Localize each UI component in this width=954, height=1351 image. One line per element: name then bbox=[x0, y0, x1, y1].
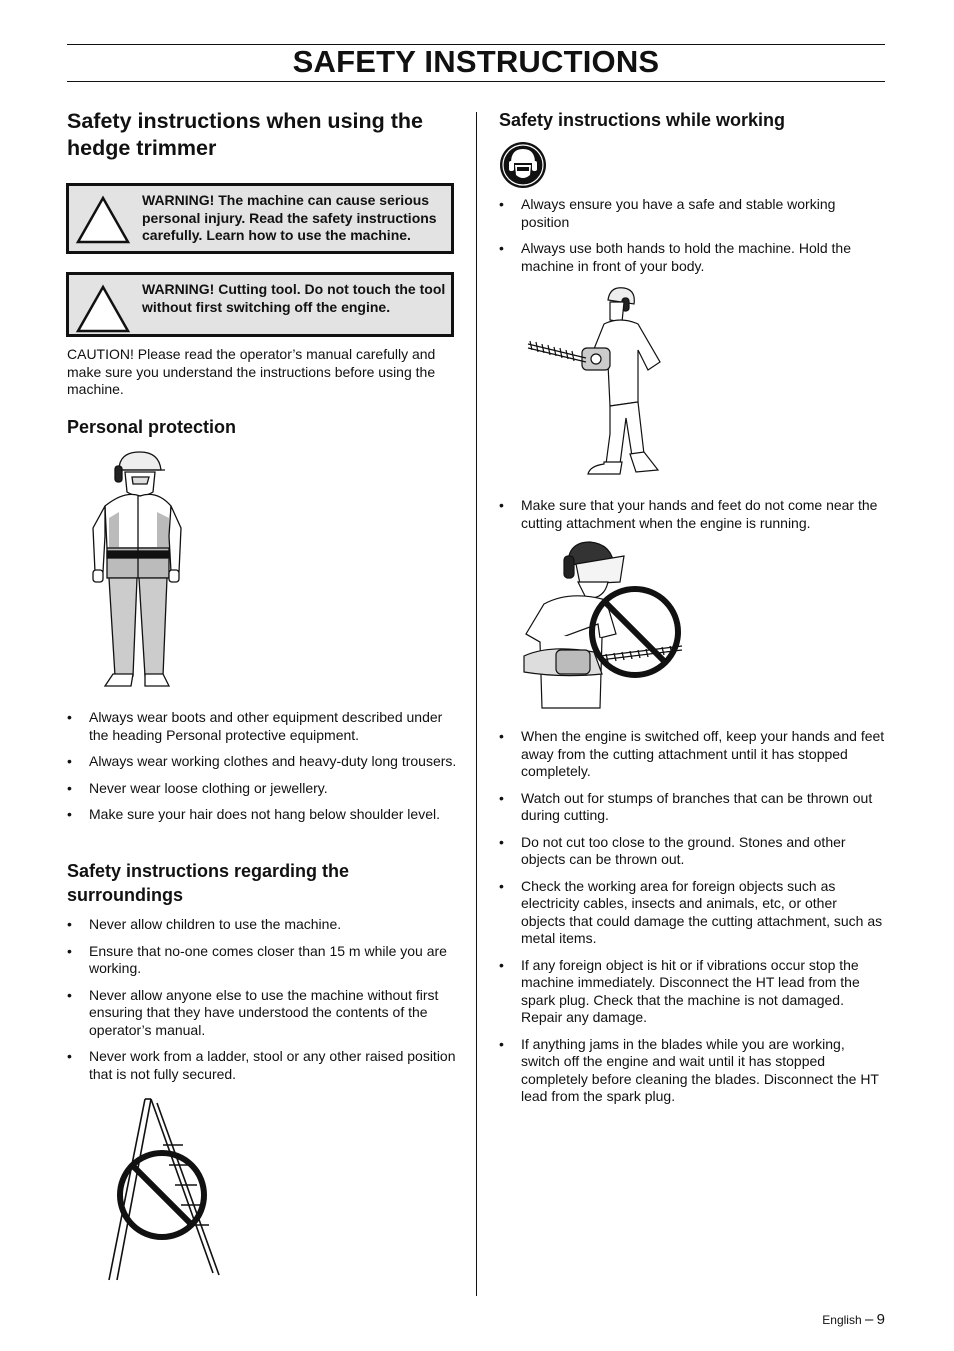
list-item: • Always use both hands to hold the machine. Hold the machine in front of your body. bbox=[499, 240, 885, 275]
list-item: • Watch out for stumps of branches that can be thrown out during cutting. bbox=[499, 790, 885, 825]
list-item: • If anything jams in the blades while you are working, switch off the engine and wait until it has stopped completely before cleaning the blades. Disconnect the HT lead from the spark plug. bbox=[499, 1036, 885, 1106]
list-item: • Never work from a ladder, stool or any other raised position that is not fully secured. bbox=[67, 1048, 457, 1083]
list-item: • Always wear working clothes and heavy-duty long trousers. bbox=[67, 753, 457, 771]
heading-while-working: Safety instructions while working bbox=[499, 110, 786, 130]
list-item: • Make sure your hair does not hang below shoulder level. bbox=[67, 806, 457, 824]
page-number: 9 bbox=[876, 1311, 885, 1328]
warning-triangle-icon bbox=[75, 195, 131, 245]
list-item: • Ensure that no-one comes closer than 15 m while you are working. bbox=[67, 943, 457, 978]
list-item: • Make sure that your hands and feet do not come near the cutting attachment when the engine is running. bbox=[499, 497, 885, 532]
page-title: SAFETY INSTRUCTIONS bbox=[292, 44, 660, 79]
warning-text-injury: WARNING! The machine can cause serious personal injury. Read the safety instructions carefully. Learn how to use the machine. bbox=[142, 192, 437, 243]
surroundings-list bbox=[67, 916, 457, 1083]
list-item: • If any foreign object is hit or if vibrations occur stop the machine immediately. Disconnect the HT lead from the spark plug. Check that the machine is not damaged. Repair any damage. bbox=[499, 957, 885, 1027]
list-item: • Always ensure you have a safe and stable working position bbox=[499, 196, 885, 231]
footer-language: English bbox=[822, 1313, 862, 1327]
warning-box-cutting-tool bbox=[66, 272, 454, 337]
working-list-c bbox=[499, 728, 885, 1106]
section-heading-using-hedge-trimmer: Safety instructions when using the hedge trimmer bbox=[67, 109, 423, 160]
list-item: • Never wear loose clothing or jewellery. bbox=[67, 780, 457, 798]
working-list-b bbox=[499, 497, 885, 532]
list-item: • Check the working area for foreign objects such as electricity cables, insects and animals, etc, or other objects that could damage the cutting attachment, such as metal items. bbox=[499, 878, 885, 948]
list-item: • When the engine is switched off, keep your hands and feet away from the cutting attachment until it has stopped completely. bbox=[499, 728, 885, 781]
ladder-prohibited-illustration bbox=[105, 1095, 220, 1285]
heading-personal-protection: Personal protection bbox=[67, 417, 237, 437]
page-footer bbox=[822, 1311, 885, 1328]
list-item: • Do not cut too close to the ground. Stones and other objects can be thrown out. bbox=[499, 834, 885, 869]
column-divider bbox=[476, 112, 477, 1296]
personal-protection-illustration bbox=[85, 448, 185, 693]
header-bottom-rule bbox=[67, 81, 885, 82]
list-item: • Never allow anyone else to use the machine without first ensuring that they have understood the contents of the operator’s manual. bbox=[67, 987, 457, 1040]
heading-surroundings: Safety instructions regarding the surroundings bbox=[67, 861, 350, 905]
list-item: • Never allow children to use the machine. bbox=[67, 916, 457, 934]
two-hands-illustration bbox=[526, 284, 666, 480]
personal-protection-list bbox=[67, 709, 457, 824]
caution-text: CAUTION! Please read the operator’s manual carefully and make sure you understand the instructions before using the machine. bbox=[67, 346, 436, 397]
hands-near-blade-prohibited-illustration bbox=[520, 538, 685, 713]
working-list-a bbox=[499, 196, 885, 275]
warning-box-injury bbox=[66, 183, 454, 254]
footer-dash: – bbox=[864, 1311, 874, 1328]
warning-triangle-icon bbox=[75, 284, 131, 334]
warning-text-cutting-tool: WARNING! Cutting tool. Do not touch the tool without first switching off the engine. bbox=[142, 281, 446, 315]
list-item: • Always wear boots and other equipment described under the heading Personal protective equipment. bbox=[67, 709, 457, 744]
protective-equipment-icon bbox=[499, 141, 547, 189]
